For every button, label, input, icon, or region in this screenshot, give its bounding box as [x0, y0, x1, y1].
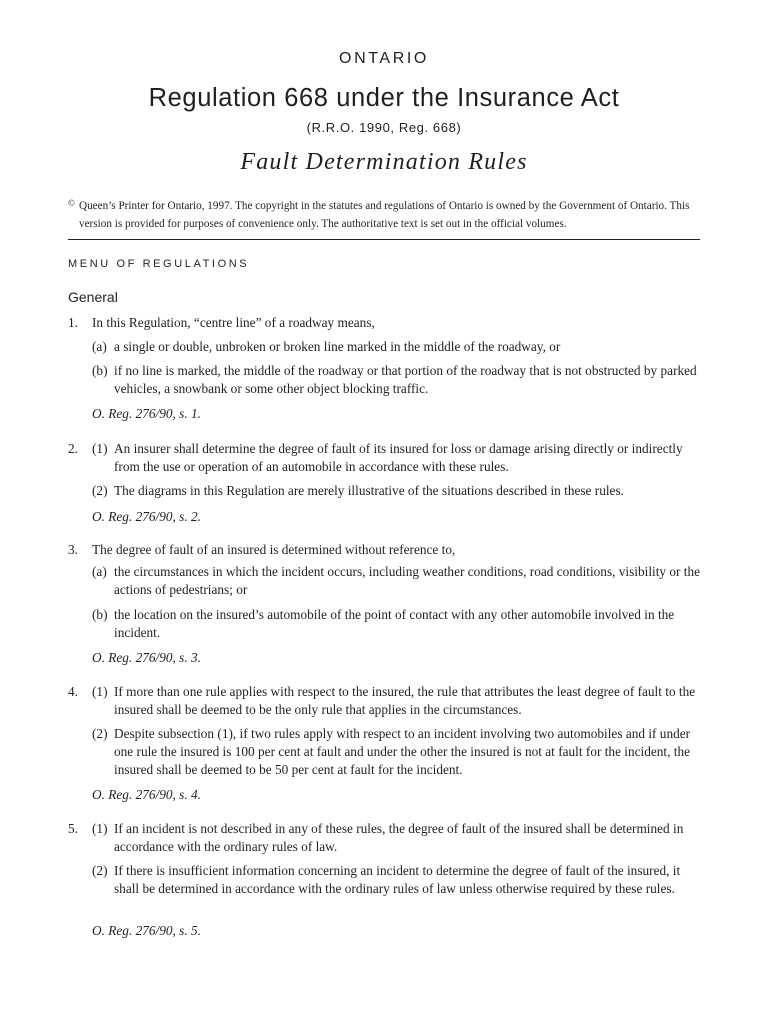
subsection-label: (2) [92, 726, 108, 741]
subsection-label: (1) [92, 821, 108, 836]
clause-label: (b) [92, 607, 108, 622]
subsection [92, 683, 702, 719]
subsection [92, 440, 702, 476]
clause [92, 606, 702, 642]
subsection [92, 862, 702, 898]
subsection-label: (1) [92, 684, 108, 699]
section-heading: General [68, 289, 118, 305]
subsection-text: If an incident is not described in any of these rules, the degree of fault of the insured shall be determined in accordance with the ordinary rules of law. [114, 821, 684, 854]
menu-of-regulations-link[interactable]: MENU OF REGULATIONS [68, 258, 250, 270]
section-number: 2. [68, 441, 78, 456]
subsection-text: Despite subsection (1), if two rules apply with respect to an incident involving two automobiles and if under one rule the insured is 100 per cent at fault and under the other the insured is not at fault for the incident, the insured shall be deemed to be 50 per cent at fault for the incident. [114, 726, 691, 777]
section-lead-text: In this Regulation, “centre line” of a roadway means, [92, 315, 375, 330]
subsection-label: (1) [92, 441, 108, 456]
subsection-text: If there is insufficient information concerning an incident to determine the degree of fault of the insured, it shall be determined in accordance with the ordinary rules of law unless otherwise required by these rules. [114, 863, 681, 896]
clause [92, 362, 702, 398]
clause [92, 338, 702, 356]
clause-label: (a) [92, 564, 107, 579]
copyright-text: Queen’s Printer for Ontario, 1997. The copyright in the statutes and regulations of Ontario is owned by the Government of Ontario. This version is provided for purposes of convenience only. The authoritative text is set out in the official volumes. [79, 200, 690, 230]
citation: O. Reg. 276/90, s. 3. [92, 650, 201, 665]
clause-text: if no line is marked, the middle of the roadway or that portion of the roadway that is not obstructed by parked vehicles, a snowbank or some other object blocking traffic. [114, 363, 697, 396]
subsection [92, 820, 702, 856]
subsection-text: If more than one rule applies with respect to the insured, the rule that attributes the least degree of fault to the insured shall be deemed to be the only rule that applies in the circumstances. [114, 684, 696, 717]
citation: O. Reg. 276/90, s. 2. [92, 509, 201, 524]
section-number: 1. [68, 315, 78, 330]
section-lead-text: The degree of fault of an insured is determined without reference to, [92, 542, 456, 557]
document-title: Regulation 668 under the Insurance Act [148, 84, 620, 112]
citation: O. Reg. 276/90, s. 5. [92, 923, 201, 938]
clause-text: a single or double, unbroken or broken line marked in the middle of the roadway, or [114, 339, 561, 354]
subsection-label: (2) [92, 863, 108, 878]
subsection-text: The diagrams in this Regulation are merely illustrative of the situations described in these rules. [114, 483, 624, 498]
citation: O. Reg. 276/90, s. 4. [92, 787, 201, 802]
subsection [92, 482, 702, 500]
clause [92, 563, 702, 599]
citation: O. Reg. 276/90, s. 1. [92, 406, 201, 421]
copyright-notice [68, 197, 704, 233]
document-subtitle: (R.R.O. 1990, Reg. 668) [306, 120, 462, 135]
rules-title: Fault Determination Rules [240, 149, 528, 175]
copyright-symbol: © [68, 198, 75, 208]
section-number: 3. [68, 542, 78, 557]
clause-label: (a) [92, 339, 107, 354]
clause-text: the location on the insured’s automobile of the point of contact with any other automobile involved in the incident. [114, 607, 675, 640]
clause-text: the circumstances in which the incident occurs, including weather conditions, road conditions, visibility or the actions of pedestrians; or [114, 564, 701, 597]
clause-label: (b) [92, 363, 108, 378]
section-number: 5. [68, 821, 78, 836]
horizontal-divider [68, 239, 700, 240]
jurisdiction-heading: ONTARIO [339, 50, 429, 67]
subsection [92, 725, 702, 779]
section-number: 4. [68, 684, 78, 699]
subsection-label: (2) [92, 483, 108, 498]
subsection-text: An insurer shall determine the degree of fault of its insured for loss or damage arising directly or indirectly from the use or operation of an automobile in accordance with these rules. [114, 441, 683, 474]
